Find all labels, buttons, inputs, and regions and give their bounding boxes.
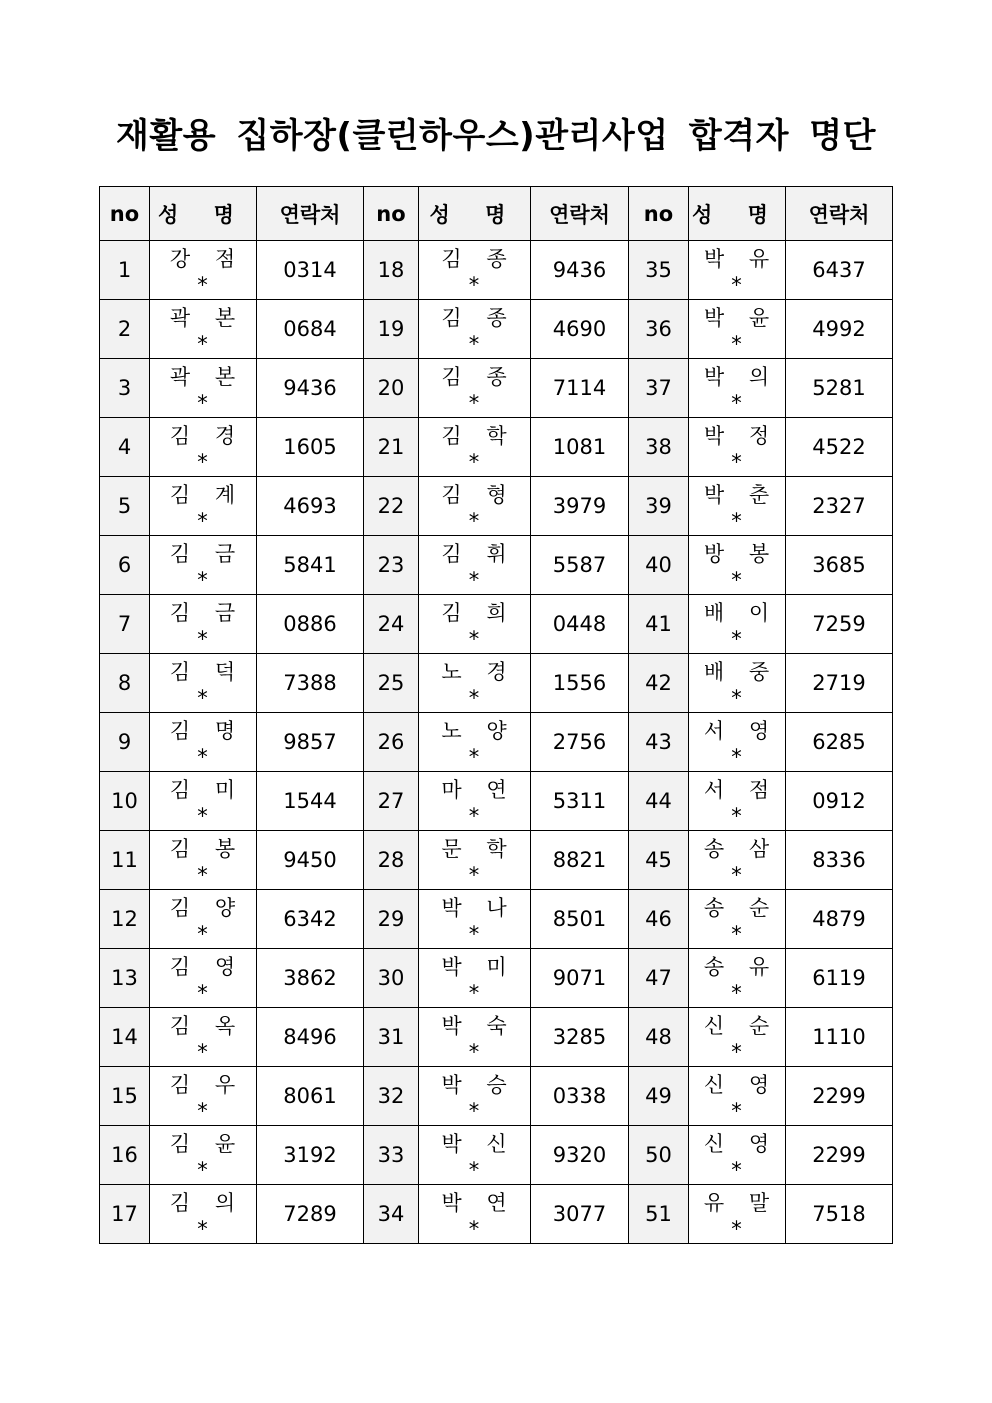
column-header: 성 명 <box>419 187 531 241</box>
entry-phone: 8496 <box>257 1008 364 1067</box>
entry-name: 김 영 * <box>150 949 257 1008</box>
entry-phone: 6285 <box>786 713 893 772</box>
column-header: 연락처 <box>531 187 629 241</box>
entry-name: 박 숙 * <box>419 1008 531 1067</box>
column-header: 연락처 <box>257 187 364 241</box>
entry-name: 송 삼 * <box>689 831 786 890</box>
entry-number: 40 <box>629 536 689 595</box>
entry-number: 26 <box>364 713 419 772</box>
entry-phone: 2327 <box>786 477 893 536</box>
entry-name: 박 윤 * <box>689 300 786 359</box>
entry-phone: 9071 <box>531 949 629 1008</box>
entry-phone: 6342 <box>257 890 364 949</box>
table-row <box>100 1126 893 1185</box>
entry-number: 41 <box>629 595 689 654</box>
entry-phone: 9436 <box>531 241 629 300</box>
entry-number: 15 <box>100 1067 150 1126</box>
entry-name: 김 명 * <box>150 713 257 772</box>
table-row <box>100 536 893 595</box>
column-header: 성 명 <box>689 187 786 241</box>
entry-number: 3 <box>100 359 150 418</box>
entry-phone: 0448 <box>531 595 629 654</box>
entry-number: 24 <box>364 595 419 654</box>
table-row <box>100 300 893 359</box>
entry-phone: 0912 <box>786 772 893 831</box>
entry-number: 49 <box>629 1067 689 1126</box>
column-header: no <box>629 187 689 241</box>
entry-name: 곽 본 * <box>150 300 257 359</box>
entry-number: 23 <box>364 536 419 595</box>
entry-name: 노 양 * <box>419 713 531 772</box>
entry-phone: 4992 <box>786 300 893 359</box>
entry-name: 박 유 * <box>689 241 786 300</box>
entry-number: 44 <box>629 772 689 831</box>
entry-number: 22 <box>364 477 419 536</box>
entry-number: 36 <box>629 300 689 359</box>
entry-phone: 3077 <box>531 1185 629 1244</box>
entry-number: 45 <box>629 831 689 890</box>
entry-phone: 4879 <box>786 890 893 949</box>
entry-number: 37 <box>629 359 689 418</box>
entry-name: 서 영 * <box>689 713 786 772</box>
entry-number: 34 <box>364 1185 419 1244</box>
entry-number: 13 <box>100 949 150 1008</box>
entry-number: 4 <box>100 418 150 477</box>
entry-number: 2 <box>100 300 150 359</box>
entry-number: 19 <box>364 300 419 359</box>
entry-phone: 1081 <box>531 418 629 477</box>
column-header: no <box>364 187 419 241</box>
entry-phone: 0886 <box>257 595 364 654</box>
entry-number: 18 <box>364 241 419 300</box>
entry-name: 박 나 * <box>419 890 531 949</box>
entry-name: 김 학 * <box>419 418 531 477</box>
entry-phone: 2299 <box>786 1067 893 1126</box>
table-row <box>100 1008 893 1067</box>
entry-number: 17 <box>100 1185 150 1244</box>
entry-number: 42 <box>629 654 689 713</box>
entry-name: 김 양 * <box>150 890 257 949</box>
entry-phone: 9450 <box>257 831 364 890</box>
roster-table <box>99 186 893 1244</box>
entry-phone: 6437 <box>786 241 893 300</box>
entry-name: 김 종 * <box>419 300 531 359</box>
entry-number: 47 <box>629 949 689 1008</box>
entry-name: 김 옥 * <box>150 1008 257 1067</box>
entry-number: 21 <box>364 418 419 477</box>
table-row <box>100 831 893 890</box>
entry-name: 김 경 * <box>150 418 257 477</box>
entry-phone: 3979 <box>531 477 629 536</box>
entry-number: 39 <box>629 477 689 536</box>
column-header: 성 명 <box>150 187 257 241</box>
entry-phone: 9857 <box>257 713 364 772</box>
entry-phone: 9436 <box>257 359 364 418</box>
entry-phone: 3192 <box>257 1126 364 1185</box>
entry-name: 신 순 * <box>689 1008 786 1067</box>
entry-number: 33 <box>364 1126 419 1185</box>
entry-phone: 2719 <box>786 654 893 713</box>
entry-name: 배 이 * <box>689 595 786 654</box>
entry-phone: 3685 <box>786 536 893 595</box>
table-row <box>100 359 893 418</box>
entry-number: 51 <box>629 1185 689 1244</box>
table-row <box>100 1067 893 1126</box>
roster-body <box>100 241 893 1244</box>
entry-number: 48 <box>629 1008 689 1067</box>
entry-number: 9 <box>100 713 150 772</box>
entry-number: 1 <box>100 241 150 300</box>
entry-number: 31 <box>364 1008 419 1067</box>
entry-name: 박 춘 * <box>689 477 786 536</box>
entry-name: 김 종 * <box>419 241 531 300</box>
entry-phone: 2756 <box>531 713 629 772</box>
entry-name: 김 금 * <box>150 595 257 654</box>
entry-phone: 4522 <box>786 418 893 477</box>
entry-phone: 8821 <box>531 831 629 890</box>
header-row <box>100 187 893 241</box>
entry-phone: 7388 <box>257 654 364 713</box>
entry-phone: 7259 <box>786 595 893 654</box>
entry-phone: 2299 <box>786 1126 893 1185</box>
entry-number: 46 <box>629 890 689 949</box>
entry-phone: 4693 <box>257 477 364 536</box>
entry-number: 8 <box>100 654 150 713</box>
entry-phone: 0684 <box>257 300 364 359</box>
entry-name: 서 점 * <box>689 772 786 831</box>
entry-name: 김 종 * <box>419 359 531 418</box>
entry-number: 50 <box>629 1126 689 1185</box>
entry-name: 유 말 * <box>689 1185 786 1244</box>
entry-name: 김 미 * <box>150 772 257 831</box>
entry-phone: 8501 <box>531 890 629 949</box>
entry-name: 노 경 * <box>419 654 531 713</box>
entry-name: 박 정 * <box>689 418 786 477</box>
entry-number: 6 <box>100 536 150 595</box>
column-header: 연락처 <box>786 187 893 241</box>
entry-name: 방 봉 * <box>689 536 786 595</box>
entry-name: 문 학 * <box>419 831 531 890</box>
entry-name: 김 계 * <box>150 477 257 536</box>
entry-phone: 3862 <box>257 949 364 1008</box>
entry-phone: 1544 <box>257 772 364 831</box>
entry-number: 11 <box>100 831 150 890</box>
entry-name: 박 승 * <box>419 1067 531 1126</box>
entry-name: 김 우 * <box>150 1067 257 1126</box>
entry-phone: 3285 <box>531 1008 629 1067</box>
entry-name: 박 미 * <box>419 949 531 1008</box>
table-row <box>100 890 893 949</box>
entry-name: 김 윤 * <box>150 1126 257 1185</box>
entry-number: 5 <box>100 477 150 536</box>
entry-phone: 1556 <box>531 654 629 713</box>
entry-phone: 5841 <box>257 536 364 595</box>
entry-number: 27 <box>364 772 419 831</box>
table-row <box>100 241 893 300</box>
entry-number: 29 <box>364 890 419 949</box>
entry-name: 김 금 * <box>150 536 257 595</box>
entry-name: 곽 본 * <box>150 359 257 418</box>
entry-name: 김 덕 * <box>150 654 257 713</box>
entry-phone: 7114 <box>531 359 629 418</box>
entry-name: 신 영 * <box>689 1067 786 1126</box>
entry-name: 신 영 * <box>689 1126 786 1185</box>
entry-name: 김 봉 * <box>150 831 257 890</box>
entry-number: 20 <box>364 359 419 418</box>
entry-number: 32 <box>364 1067 419 1126</box>
entry-phone: 4690 <box>531 300 629 359</box>
entry-phone: 1605 <box>257 418 364 477</box>
entry-name: 김 의 * <box>150 1185 257 1244</box>
entry-phone: 9320 <box>531 1126 629 1185</box>
entry-name: 강 점 * <box>150 241 257 300</box>
entry-number: 16 <box>100 1126 150 1185</box>
entry-phone: 8336 <box>786 831 893 890</box>
table-row <box>100 654 893 713</box>
entry-name: 박 연 * <box>419 1185 531 1244</box>
entry-number: 25 <box>364 654 419 713</box>
entry-phone: 8061 <box>257 1067 364 1126</box>
page-title: 재활용 집하장(클린하우스)관리사업 합격자 명단 <box>116 116 876 156</box>
entry-number: 14 <box>100 1008 150 1067</box>
table-row <box>100 418 893 477</box>
entry-name: 마 연 * <box>419 772 531 831</box>
entry-name: 박 신 * <box>419 1126 531 1185</box>
entry-phone: 0338 <box>531 1067 629 1126</box>
entry-phone: 5587 <box>531 536 629 595</box>
entry-phone: 7518 <box>786 1185 893 1244</box>
column-header: no <box>100 187 150 241</box>
entry-number: 28 <box>364 831 419 890</box>
entry-phone: 6119 <box>786 949 893 1008</box>
table-row <box>100 595 893 654</box>
entry-phone: 1110 <box>786 1008 893 1067</box>
entry-phone: 7289 <box>257 1185 364 1244</box>
entry-number: 7 <box>100 595 150 654</box>
entry-number: 38 <box>629 418 689 477</box>
entry-phone: 5281 <box>786 359 893 418</box>
entry-name: 배 중 * <box>689 654 786 713</box>
entry-name: 김 형 * <box>419 477 531 536</box>
table-row <box>100 949 893 1008</box>
entry-phone: 0314 <box>257 241 364 300</box>
entry-name: 박 의 * <box>689 359 786 418</box>
entry-number: 35 <box>629 241 689 300</box>
table-row <box>100 477 893 536</box>
entry-name: 송 유 * <box>689 949 786 1008</box>
entry-number: 30 <box>364 949 419 1008</box>
entry-name: 김 휘 * <box>419 536 531 595</box>
table-row <box>100 1185 893 1244</box>
entry-phone: 5311 <box>531 772 629 831</box>
entry-number: 10 <box>100 772 150 831</box>
entry-name: 김 희 * <box>419 595 531 654</box>
entry-name: 송 순 * <box>689 890 786 949</box>
entry-number: 43 <box>629 713 689 772</box>
entry-number: 12 <box>100 890 150 949</box>
table-row <box>100 713 893 772</box>
table-row <box>100 772 893 831</box>
